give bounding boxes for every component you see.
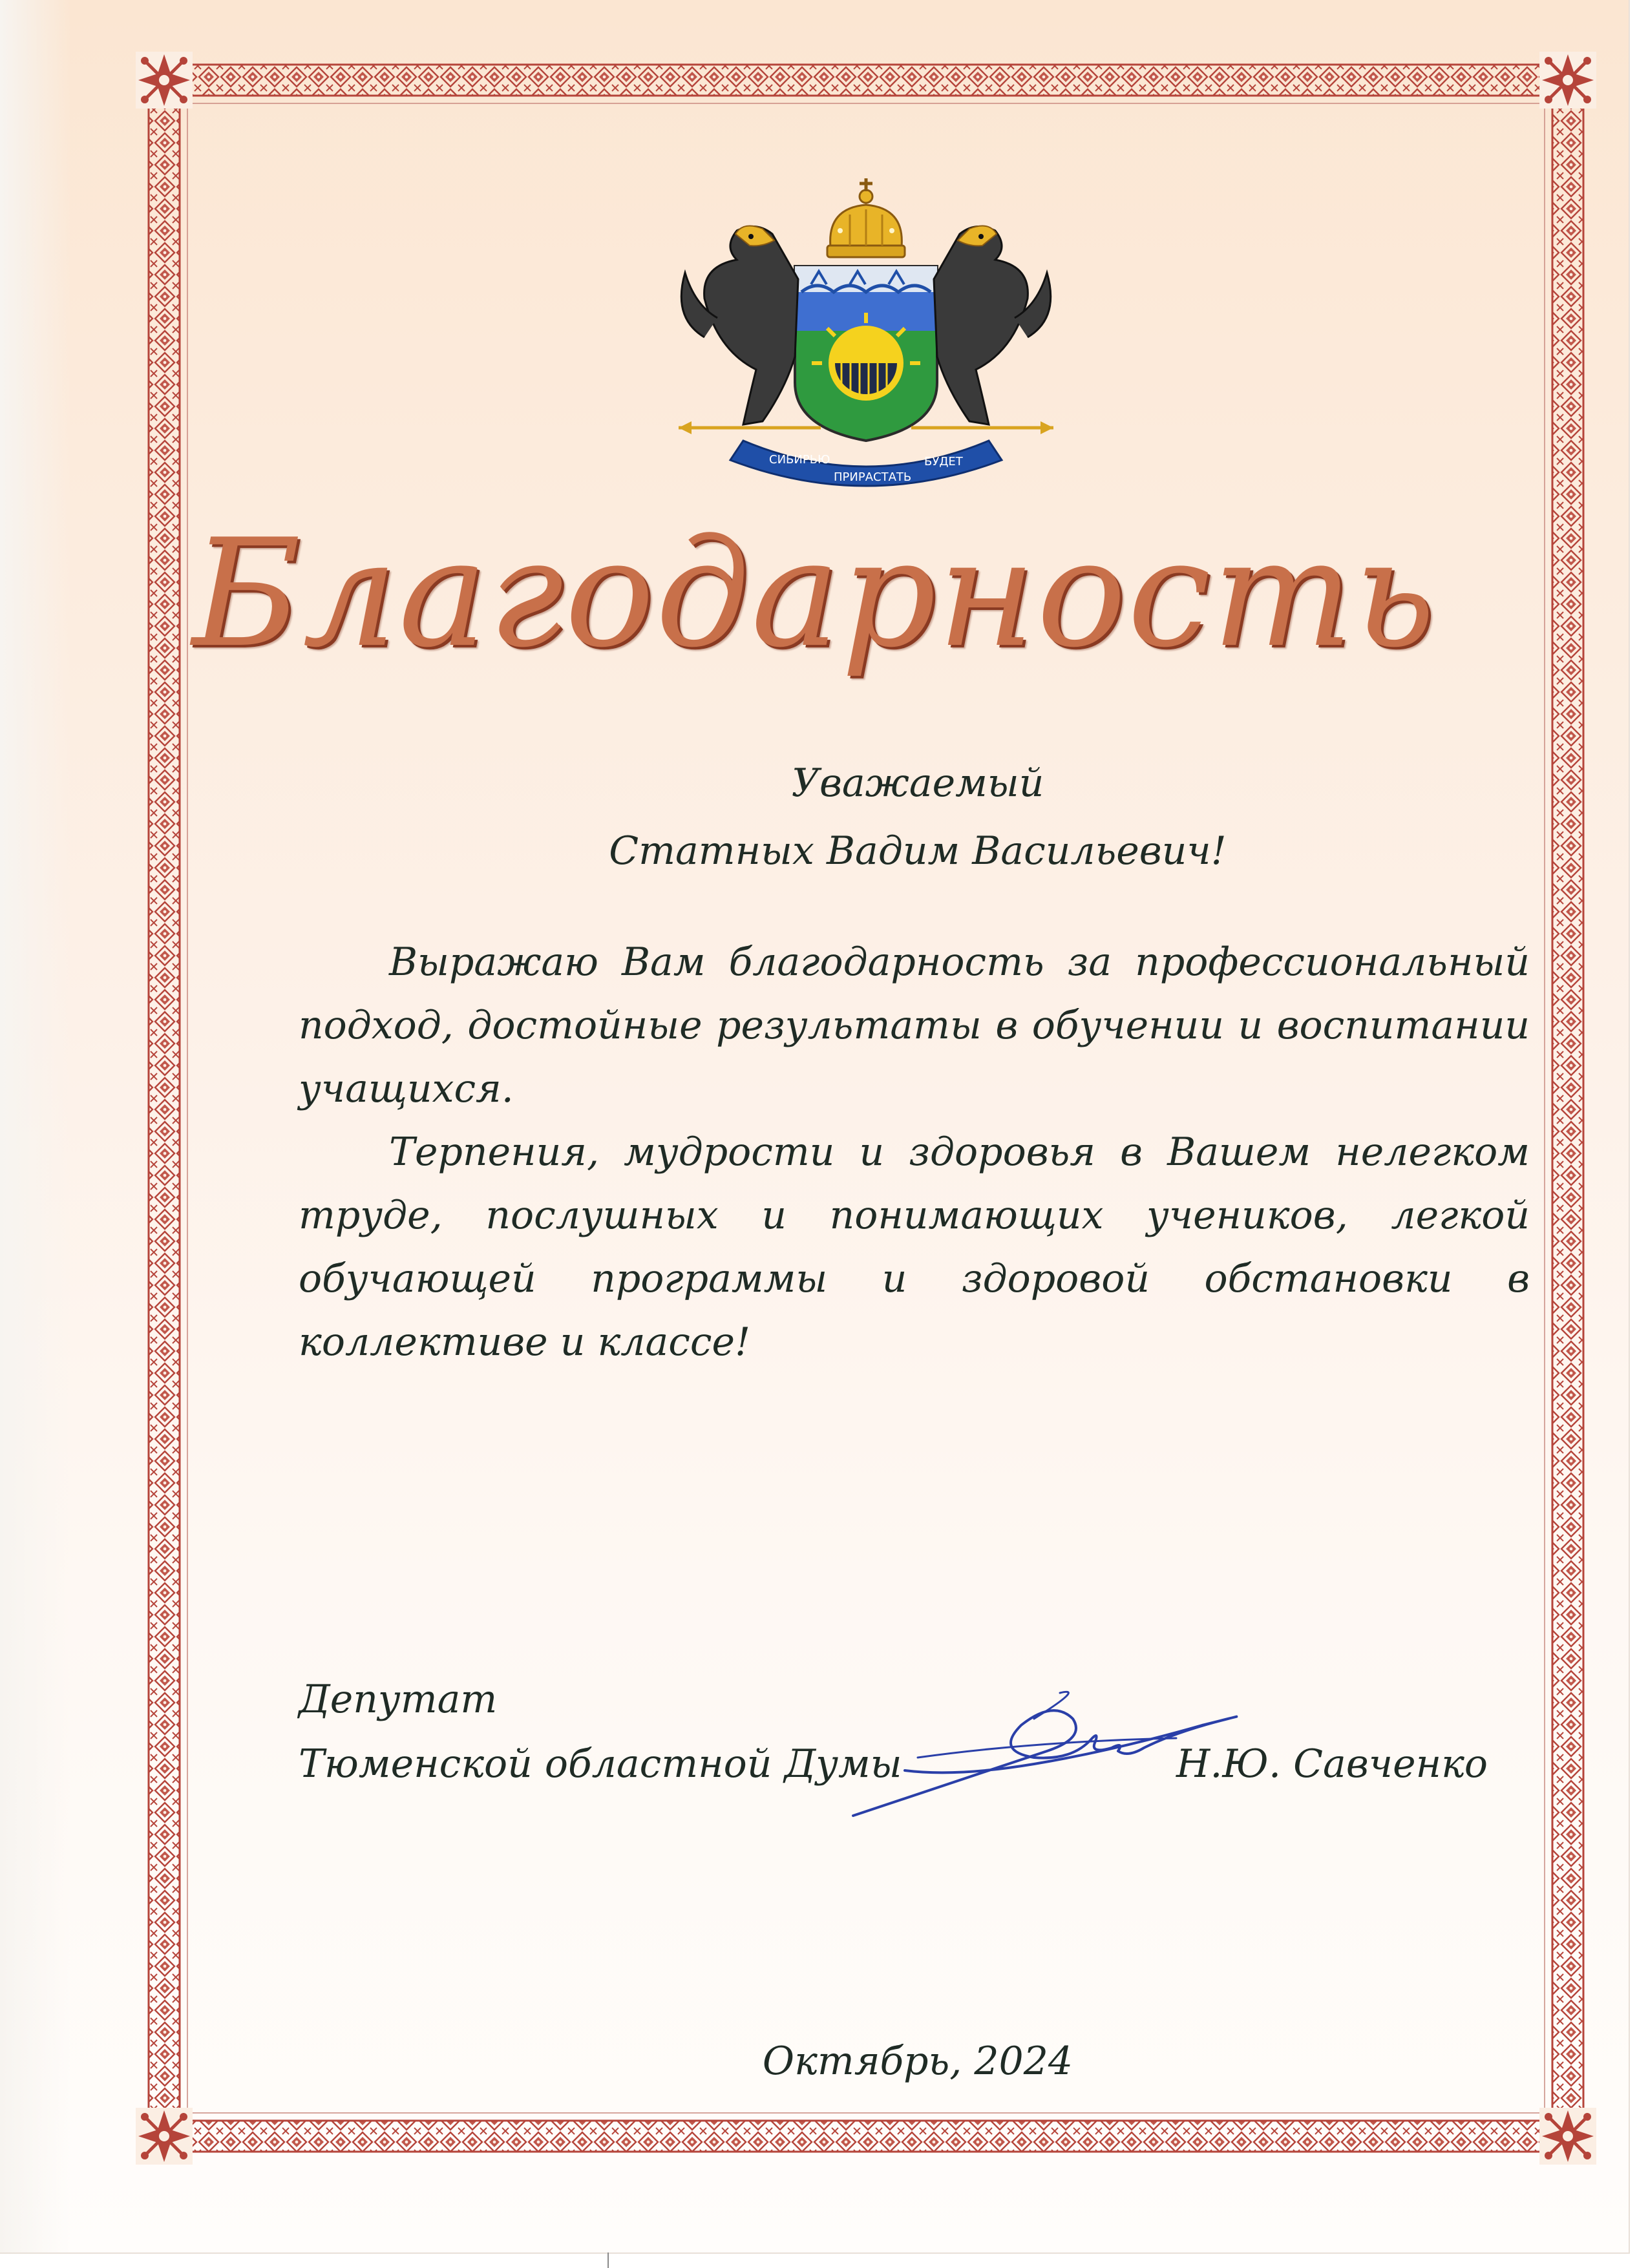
recipient-name: Статных Вадим Васильевич! [609,828,1227,874]
signatory-name: Н.Ю. Савченко [1176,1741,1488,1787]
body-paragraph: Выражаю Вам благодарность за профессиональный подход, достойные результаты в обучении и воспитании учащихся. [299,940,1530,1111]
scan-artifact [607,2252,609,2268]
right-sable-supporter-icon [934,226,1051,425]
crown-icon [827,178,905,257]
greeting: Уважаемый [791,761,1044,806]
gratitude-body [299,930,1530,1374]
tyumen-region-coat-of-arms-icon [666,169,1066,492]
body-paragraph: Терпения, мудрости и здоровья в Вашем нелегком труде, послушных и понимающих учеников, легкой обучающей программы и здоровой обстановки в коллективе и классе! [299,1129,1530,1365]
motto-word: БУДЕТ [924,455,963,468]
position-line: Депутат [299,1677,498,1722]
certificate-heading: Благодарность [192,508,1437,680]
signatory-position [299,1667,902,1796]
motto-word: ПРИРАСТАТЬ [834,470,912,484]
document-date: Октябрь, 2024 [762,2039,1073,2084]
motto-word: СИБИРЬЮ [769,453,830,467]
recipient-address [0,750,1648,885]
left-sable-supporter-icon [681,226,798,425]
position-line: Тюменской областной Думы [299,1741,902,1787]
shield-icon [795,266,937,441]
